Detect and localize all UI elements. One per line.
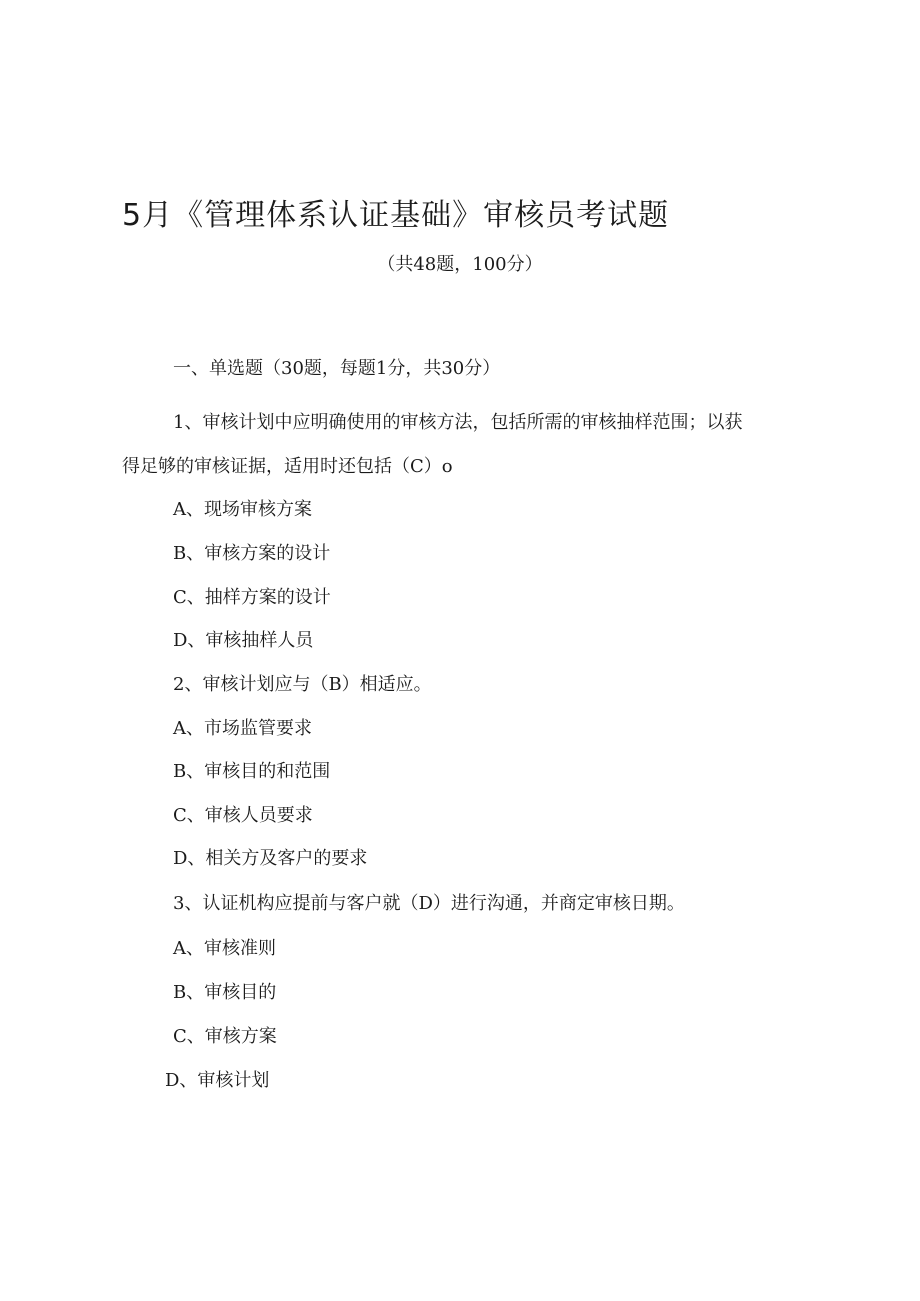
question-3-option-b: B、审核目的 (173, 982, 277, 1003)
question-3-option-a: A、审核准则 (173, 938, 276, 959)
question-2-option-c: C、审核人员要求 (173, 805, 313, 826)
question-2-option-a: A、市场监管要求 (173, 718, 312, 739)
question-3-option-c: C、审核方案 (173, 1026, 277, 1047)
document-subtitle: （共48题，100分） (377, 254, 543, 275)
question-1-option-d: D、审核抽样人员 (173, 630, 314, 651)
question-3-option-d: D、审核计划 (165, 1070, 270, 1091)
question-2-option-b: B、审核目的和范围 (173, 761, 331, 782)
section-heading: 一、单选题（30题，每题1分，共30分） (173, 358, 501, 379)
question-2-option-d: D、相关方及客户的要求 (173, 848, 368, 869)
question-1-option-c: C、抽样方案的设计 (173, 587, 331, 608)
document-title: 5月《管理体系认证基础》审核员考试题 (122, 198, 670, 233)
question-3-text: 3、认证机构应提前与客户就（D）进行沟通，并商定审核日期。 (173, 893, 685, 914)
question-1-text-continued: 得足够的审核证据，适用时还包括（C）o (122, 456, 453, 477)
question-2-text: 2、审核计划应与（B）相适应。 (173, 674, 432, 695)
question-1-text: 1、审核计划中应明确使用的审核方法，包括所需的审核抽样范围；以获 (173, 412, 743, 433)
question-1-option-a: A、现场审核方案 (173, 499, 312, 520)
question-1-option-b: B、审核方案的设计 (173, 543, 331, 564)
